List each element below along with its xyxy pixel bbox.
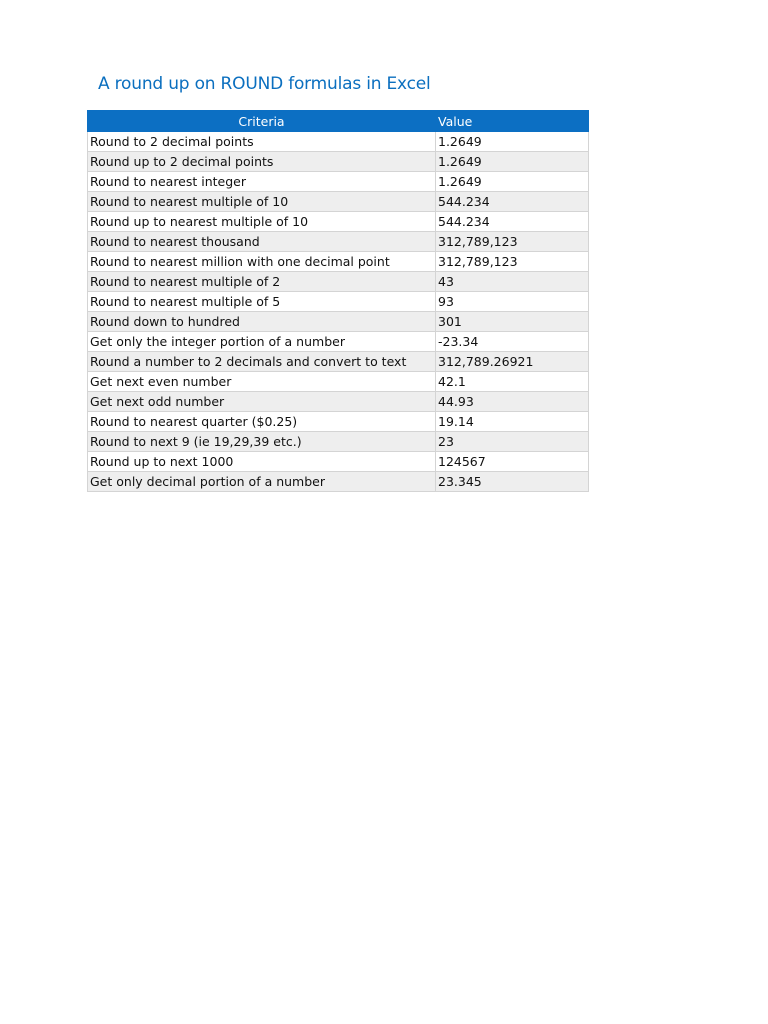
round-formulas-table bbox=[87, 110, 589, 492]
criteria-cell: Round to nearest thousand bbox=[88, 232, 436, 252]
criteria-cell: Round to nearest quarter ($0.25) bbox=[88, 412, 436, 432]
criteria-cell: Get next even number bbox=[88, 372, 436, 392]
value-cell: 1.2649 bbox=[436, 132, 589, 152]
criteria-cell: Round down to hundred bbox=[88, 312, 436, 332]
value-cell: 544.234 bbox=[436, 192, 589, 212]
table-row bbox=[88, 312, 589, 332]
table-header-row bbox=[88, 111, 589, 132]
page-title: A round up on ROUND formulas in Excel bbox=[98, 74, 431, 94]
criteria-cell: Round to nearest integer bbox=[88, 172, 436, 192]
value-cell: 44.93 bbox=[436, 392, 589, 412]
criteria-column-header: Criteria bbox=[88, 111, 436, 132]
value-cell: 93 bbox=[436, 292, 589, 312]
value-cell: -23.34 bbox=[436, 332, 589, 352]
criteria-cell: Get only the integer portion of a number bbox=[88, 332, 436, 352]
criteria-cell: Round to nearest multiple of 2 bbox=[88, 272, 436, 292]
value-cell: 23.345 bbox=[436, 472, 589, 492]
criteria-cell: Get next odd number bbox=[88, 392, 436, 412]
table-row bbox=[88, 192, 589, 212]
value-cell: 42.1 bbox=[436, 372, 589, 392]
value-cell: 544.234 bbox=[436, 212, 589, 232]
table-row bbox=[88, 452, 589, 472]
criteria-cell: Round to next 9 (ie 19,29,39 etc.) bbox=[88, 432, 436, 452]
criteria-cell: Round to nearest multiple of 5 bbox=[88, 292, 436, 312]
value-cell: 312,789,123 bbox=[436, 232, 589, 252]
table-row bbox=[88, 232, 589, 252]
table-row bbox=[88, 212, 589, 232]
table-row bbox=[88, 392, 589, 412]
table-row bbox=[88, 252, 589, 272]
table-row bbox=[88, 152, 589, 172]
table-row bbox=[88, 472, 589, 492]
criteria-cell: Round up to 2 decimal points bbox=[88, 152, 436, 172]
table-row bbox=[88, 352, 589, 372]
criteria-cell: Round to 2 decimal points bbox=[88, 132, 436, 152]
table-row bbox=[88, 172, 589, 192]
criteria-cell: Round to nearest multiple of 10 bbox=[88, 192, 436, 212]
table-row bbox=[88, 372, 589, 392]
value-cell: 312,789,123 bbox=[436, 252, 589, 272]
value-cell: 19.14 bbox=[436, 412, 589, 432]
table-row bbox=[88, 292, 589, 312]
value-cell: 23 bbox=[436, 432, 589, 452]
table-row bbox=[88, 412, 589, 432]
criteria-cell: Round a number to 2 decimals and convert to text bbox=[88, 352, 436, 372]
value-cell: 1.2649 bbox=[436, 152, 589, 172]
criteria-cell: Round up to nearest multiple of 10 bbox=[88, 212, 436, 232]
value-cell: 312,789.26921 bbox=[436, 352, 589, 372]
value-cell: 43 bbox=[436, 272, 589, 292]
value-column-header: Value bbox=[436, 111, 589, 132]
value-cell: 301 bbox=[436, 312, 589, 332]
value-cell: 124567 bbox=[436, 452, 589, 472]
criteria-cell: Round to nearest million with one decimal point bbox=[88, 252, 436, 272]
table-row bbox=[88, 432, 589, 452]
criteria-cell: Round up to next 1000 bbox=[88, 452, 436, 472]
value-cell: 1.2649 bbox=[436, 172, 589, 192]
table-row bbox=[88, 132, 589, 152]
table-row bbox=[88, 272, 589, 292]
table-row bbox=[88, 332, 589, 352]
criteria-cell: Get only decimal portion of a number bbox=[88, 472, 436, 492]
